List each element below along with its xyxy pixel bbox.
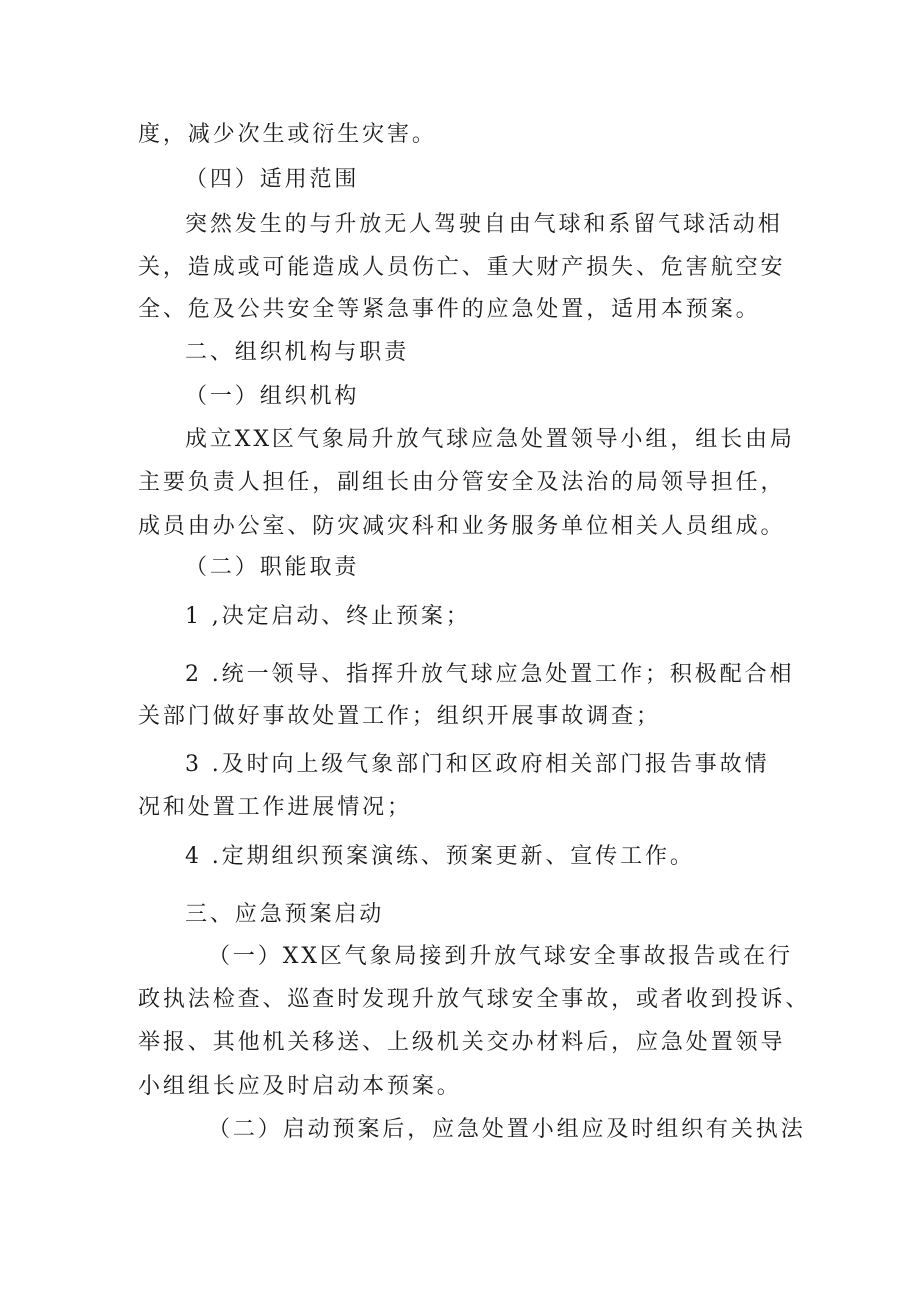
chapter-heading: 二、组织机构与职责	[185, 340, 410, 365]
paragraph-line: 主要负责人担任，副组长由分管安全及法治的局领导担任，	[138, 470, 786, 495]
paragraph-line: 举报、其他机关移送、上级机关交办材料后，应急处置领导	[138, 1030, 786, 1055]
section-heading: （二）职能取责	[185, 555, 360, 580]
list-item-continuation: 况和处置工作进展情况；	[138, 795, 412, 820]
paragraph-line: 小组组长应及时启动本预案。	[138, 1074, 462, 1099]
paragraph-line: 全、危及公共安全等紧急事件的应急处置，适用本预案。	[138, 297, 761, 322]
paragraph-line: 度，减少次生或衍生灾害。	[138, 122, 437, 147]
list-item-continuation: 关部门做好事故处置工作；组织开展事故调查；	[138, 704, 661, 729]
list-item: 4 .定期组织预案演练、预案更新、宣传工作。	[185, 844, 695, 869]
section-heading: （四）适用范围	[185, 167, 360, 192]
list-item: 3 .及时向上级气象部门和区政府相关部门报告事故情	[185, 752, 770, 777]
paragraph-line: 成立XX区气象局升放气球应急处置领导小组，组长由局	[185, 427, 795, 452]
paragraph-line: 关，造成或可能造成人员伤亡、重大财产损失、危害航空安	[138, 255, 786, 280]
paragraph-line: （二）启动预案后，应急处置小组应及时组织有关执法	[208, 1117, 806, 1142]
chapter-heading: 三、应急预案启动	[185, 902, 385, 927]
paragraph-line: 成员由办公室、防灾减灾科和业务服务单位相关人员组成。	[138, 514, 786, 539]
paragraph-line: 政执法检查、巡查时发现升放气球安全事故，或者收到投诉、	[138, 987, 811, 1012]
paragraph-line: 突然发生的与升放无人驾驶自由气球和系留气球活动相	[185, 212, 783, 237]
list-item: 2 .统一领导、指挥升放气球应急处置工作；积极配合相	[185, 662, 795, 687]
section-heading: （一）组织机构	[185, 384, 360, 409]
paragraph-line: （一）XX区气象局接到升放气球安全事故报告或在行	[208, 944, 793, 969]
list-item: 1 ,决定启动、终止预案；	[185, 604, 471, 629]
